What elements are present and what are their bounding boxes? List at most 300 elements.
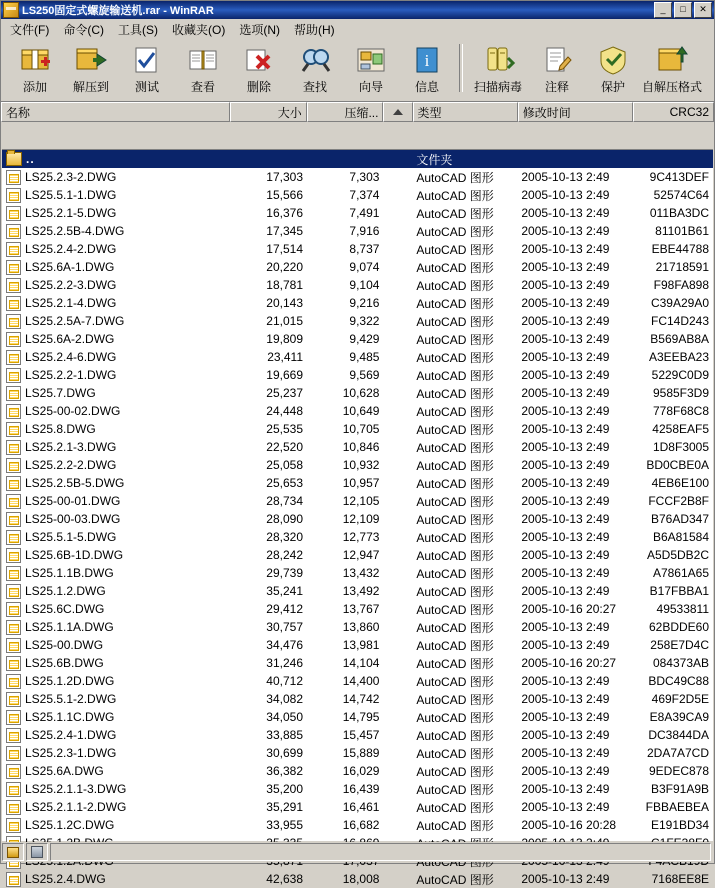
file-name-cell [2,548,231,563]
file-type-cell: AutoCAD 图形 [416,620,494,635]
file-name-label: LS25.6B-1D.DWG [25,548,124,562]
toolbar-sfx[interactable] [641,42,703,100]
file-name-cell [2,332,231,347]
file-name-cell [2,782,231,797]
file-name-label: LS25.2.2-3.DWG [25,278,117,292]
file-size-cell: 29,412 [266,602,303,616]
file-name-label: LS25.8.DWG [25,422,96,436]
toolbar-delete-label: 删除 [246,80,271,94]
dwg-file-icon [6,512,21,527]
file-size-cell: 40,712 [266,674,303,688]
file-packed-cell: 12,109 [342,512,380,526]
toolbar-extract-label: 解压到 [72,80,109,94]
disk-icon [31,846,43,858]
file-type-cell: AutoCAD 图形 [416,692,494,707]
dwg-file-icon [6,530,21,545]
file-packed-cell: 14,104 [342,656,380,670]
toolbar-find[interactable] [287,42,343,100]
file-crc-cell: 9EDEC878 [648,764,710,778]
dwg-file-icon [6,242,21,257]
dwg-file-icon [6,710,21,725]
file-name-cell [2,260,231,275]
table-row[interactable] [2,438,713,456]
file-name-cell [2,584,231,599]
toolbar-test[interactable] [119,42,175,100]
toolbar-separator [459,44,463,92]
file-modified-cell: 2005-10-13 2:49 [521,314,610,328]
file-packed-cell: 16,682 [342,818,380,832]
file-name-cell [2,476,231,491]
wizard-icon [355,44,387,76]
table-row[interactable] [2,780,713,798]
dwg-file-icon [6,566,21,581]
file-size-cell: 20,220 [266,260,303,274]
file-name-cell [2,656,231,671]
file-type-cell: AutoCAD 图形 [416,728,494,743]
file-packed-cell: 9,569 [349,368,380,382]
file-name-cell [2,512,231,527]
file-crc-cell: 9585F3D9 [652,386,710,400]
toolbar-add[interactable] [7,42,63,100]
menu-file[interactable]: 文件(F) [10,22,50,37]
table-row[interactable] [2,204,713,222]
file-crc-cell: 7168EE8E [651,872,710,886]
file-name-cell [2,188,231,203]
table-row[interactable] [2,798,713,816]
file-type-cell: AutoCAD 图形 [416,584,494,599]
file-crc-cell: 21718591 [655,260,710,274]
file-packed-cell: 10,649 [342,404,380,418]
file-size-cell: 34,082 [266,692,303,706]
file-crc-cell: B569AB8A [650,332,710,346]
file-crc-cell: 011BA3DC [649,206,710,220]
file-crc-cell: B3F91A9B [650,782,710,796]
table-row[interactable] [2,258,713,276]
table-row[interactable] [2,474,713,492]
file-packed-cell: 7,374 [349,188,380,202]
file-list[interactable] [2,149,713,887]
toolbar-view-label: 查看 [190,80,215,94]
dwg-file-icon [6,206,21,221]
file-modified-cell: 2005-10-13 2:49 [521,746,610,760]
table-row[interactable] [2,564,713,582]
dwg-file-icon [6,620,21,635]
toolbar-delete[interactable] [231,42,287,100]
file-crc-cell: E8A39CA9 [649,710,710,724]
add-archive-icon [19,44,51,76]
file-modified-cell: 2005-10-13 2:49 [521,710,610,724]
file-crc-cell: 4258EAF5 [652,422,710,436]
column-name[interactable]: 名称 [1,102,230,122]
file-packed-cell: 16,029 [342,764,380,778]
file-name-label: LS25.6B.DWG [25,656,104,670]
menu-options[interactable]: 选项(N) [239,22,280,37]
file-modified-cell: 2005-10-16 20:28 [521,818,617,832]
file-packed-cell: 9,485 [349,350,380,364]
table-row[interactable] [2,762,713,780]
toolbar-view[interactable] [175,42,231,100]
file-name-label: LS25.5.1-2.DWG [25,692,117,706]
dwg-file-icon [6,548,21,563]
menu-favorites[interactable]: 收藏夹(O) [172,22,226,37]
toolbar-protect[interactable] [585,42,641,100]
file-size-cell: 18,781 [266,278,303,292]
file-name-cell [2,620,231,635]
file-packed-cell: 7,916 [349,224,380,238]
file-name-label: LS25.2.1.1-2.DWG [25,800,127,814]
file-type-cell: AutoCAD 图形 [416,764,494,779]
file-size-cell: 30,699 [266,746,303,760]
file-name-label: LS25.2.1.1-3.DWG [25,782,127,796]
dwg-file-icon [6,638,21,653]
column-crc[interactable]: CRC32 [633,102,714,122]
file-modified-cell: 2005-10-13 2:49 [521,296,610,310]
file-crc-cell: C39A29A0 [650,296,710,310]
file-modified-cell: 2005-10-13 2:49 [521,674,610,688]
table-row[interactable] [2,708,713,726]
file-modified-cell: 2005-10-13 2:49 [521,242,610,256]
file-size-cell: 28,320 [266,530,303,544]
file-packed-cell: 16,461 [342,800,380,814]
menu-commands[interactable]: 命令(C) [63,22,104,37]
file-type-cell: AutoCAD 图形 [416,710,494,725]
file-type-cell: AutoCAD 图形 [416,674,494,689]
column-type[interactable]: 类型 [413,102,518,122]
dwg-file-icon [6,584,21,599]
file-packed-cell: 14,742 [342,692,380,706]
file-type-cell: AutoCAD 图形 [416,638,494,653]
file-packed-cell: 15,457 [342,728,380,742]
toolbar-find-label: 查找 [302,80,327,94]
find-icon [299,44,331,76]
table-row[interactable] [2,222,713,240]
dwg-file-icon [6,386,21,401]
status-key-panel [2,843,24,861]
table-row[interactable] [2,168,713,186]
file-name-label: LS25.2.5A-7.DWG [25,314,125,328]
file-packed-cell: 12,105 [342,494,380,508]
menu-tools[interactable]: 工具(S) [118,22,158,37]
file-name-cell [2,800,231,815]
status-disk-panel [26,843,48,861]
table-row[interactable] [2,366,713,384]
winrar-books-icon [3,2,19,18]
table-row[interactable] [2,276,713,294]
key-icon [7,847,19,858]
dwg-file-icon [6,494,21,509]
file-size-cell: 17,303 [266,170,303,184]
table-row[interactable] [2,726,713,744]
file-modified-cell: 2005-10-13 2:49 [521,476,610,490]
dwg-file-icon [6,746,21,761]
file-modified-cell: 2005-10-13 2:49 [521,530,610,544]
file-crc-cell: B6A81584 [652,530,710,544]
file-size-cell: 42,638 [266,872,303,886]
file-type-cell: AutoCAD 图形 [416,404,494,419]
file-name-label: LS25.2.3-1.DWG [25,746,117,760]
dwg-file-icon [6,656,21,671]
delete-icon [243,44,275,76]
file-name-cell [2,638,231,653]
table-row[interactable] [2,744,713,762]
file-type-cell: AutoCAD 图形 [416,494,494,509]
file-name-cell [2,314,231,329]
file-type-cell: AutoCAD 图形 [416,368,494,383]
file-type-cell: AutoCAD 图形 [416,278,494,293]
file-modified-cell: 2005-10-16 20:27 [521,602,617,616]
file-name-cell [2,350,231,365]
file-packed-cell: 13,860 [342,620,380,634]
file-type-cell: AutoCAD 图形 [416,422,494,437]
file-name-cell [2,530,231,545]
table-row[interactable] [2,330,713,348]
file-name-label: LS25-00-03.DWG [25,512,121,526]
file-packed-cell: 10,932 [342,458,380,472]
column-packed[interactable]: 压缩... [307,102,384,122]
file-modified-cell: 2005-10-13 2:49 [521,566,610,580]
table-row[interactable] [2,510,713,528]
file-type-cell: AutoCAD 图形 [416,476,494,491]
dwg-file-icon [6,440,21,455]
file-name-label: LS25.6A-2.DWG [25,332,115,346]
file-crc-cell: A7861A65 [652,566,710,580]
toolbar-wizard-label: 向导 [358,80,383,94]
file-name-cell [2,386,231,401]
file-modified-cell: 2005-10-13 2:49 [521,728,610,742]
file-modified-cell: 2005-10-13 2:49 [521,278,610,292]
file-packed-cell: 15,889 [342,746,380,760]
table-row[interactable] [2,312,713,330]
close-button[interactable]: ✕ [694,2,712,18]
toolbar-wizard[interactable] [343,42,399,100]
title-bar [1,1,714,19]
file-modified-cell: 2005-10-13 2:49 [521,368,610,382]
file-size-cell: 21,015 [266,314,303,328]
file-name-cell [2,224,231,239]
table-row[interactable] [2,294,713,312]
file-name-cell [2,494,231,509]
file-packed-cell: 10,628 [342,386,380,400]
file-name-cell [2,692,231,707]
file-name-cell [2,764,231,779]
table-row[interactable] [2,402,713,420]
file-name-cell [2,566,231,581]
table-row[interactable] [2,600,713,618]
file-size-cell: 16,376 [266,206,303,220]
file-modified-cell: 2005-10-13 2:49 [521,188,610,202]
table-row[interactable] [2,870,713,888]
file-size-cell: 15,566 [266,188,303,202]
file-size-cell: 29,739 [266,566,303,580]
file-rows-container [2,168,713,888]
minimize-button[interactable]: _ [654,2,672,18]
file-modified-cell: 2005-10-13 2:49 [521,386,610,400]
virus-scan-icon [482,44,514,76]
file-type-cell: AutoCAD 图形 [416,296,494,311]
file-size-cell: 33,955 [266,818,303,832]
window-controls [654,2,712,18]
file-packed-cell: 8,737 [349,242,380,256]
toolbar-protect-label: 保护 [600,80,625,94]
table-row[interactable] [2,582,713,600]
file-size-cell: 24,448 [266,404,303,418]
file-name-cell [2,872,231,887]
file-size-cell: 25,653 [266,476,303,490]
file-modified-cell: 2005-10-13 2:49 [521,206,610,220]
protect-icon [597,44,629,76]
file-type-cell: AutoCAD 图形 [416,458,494,473]
column-modified[interactable]: 修改时间 [518,102,633,122]
file-name-label: LS25-00-02.DWG [25,404,121,418]
table-row[interactable] [2,672,713,690]
dwg-file-icon [6,170,21,185]
toolbar-virusscan-label: 扫描病毒 [473,80,522,94]
file-size-cell: 20,143 [266,296,303,310]
file-modified-cell: 2005-10-13 2:49 [521,692,610,706]
file-name-label: LS25-00.DWG [25,638,104,652]
file-name-label: LS25.2.4-2.DWG [25,242,117,256]
file-size-cell: 31,246 [266,656,303,670]
file-crc-cell: FCCF2B8F [648,494,710,508]
file-modified-cell: 2005-10-13 2:49 [521,404,610,418]
file-packed-cell: 7,491 [349,206,380,220]
file-modified-cell: 2005-10-13 2:49 [521,224,610,238]
table-row[interactable] [2,384,713,402]
toolbar-comment[interactable] [529,42,585,100]
file-size-cell: 35,200 [266,782,303,796]
column-sort-indicator[interactable] [383,102,412,122]
file-modified-cell: 2005-10-13 2:49 [521,440,610,454]
file-name-label: LS25.2.1-5.DWG [25,206,117,220]
dwg-file-icon [6,800,21,815]
file-crc-cell: A3EEBA23 [648,350,710,364]
toolbar-virusscan[interactable] [467,42,529,100]
table-row[interactable] [2,546,713,564]
file-modified-cell: 2005-10-13 2:49 [521,548,610,562]
dwg-file-icon [6,728,21,743]
file-type-cell: AutoCAD 图形 [416,530,494,545]
file-crc-cell: BDC49C88 [648,674,710,688]
file-type-cell: AutoCAD 图形 [416,566,494,581]
file-modified-cell: 2005-10-13 2:49 [521,512,610,526]
file-size-cell: 25,535 [266,422,303,436]
toolbar-extract[interactable] [63,42,119,100]
file-crc-cell: 258E7D4C [650,638,710,652]
file-modified-cell: 2005-10-13 2:49 [521,422,610,436]
file-name-cell [2,242,231,257]
file-type-cell: AutoCAD 图形 [416,170,494,185]
file-name-cell [2,296,231,311]
file-crc-cell: DC3844DA [648,728,710,742]
file-size-cell: 28,734 [266,494,303,508]
file-packed-cell: 13,492 [342,584,380,598]
file-name-label: LS25.6C.DWG [25,602,105,616]
file-modified-cell: 2005-10-13 2:49 [521,494,610,508]
file-type-cell: AutoCAD 图形 [416,188,494,203]
file-name-cell [2,206,231,221]
table-row[interactable] [2,492,713,510]
file-size-cell: 25,058 [266,458,303,472]
toolbar [1,40,714,102]
file-name-label: LS25-00-01.DWG [25,494,121,508]
table-row[interactable] [2,348,713,366]
maximize-button[interactable]: □ [674,2,692,18]
table-row[interactable] [2,420,713,438]
file-type-cell: AutoCAD 图形 [416,818,494,833]
menu-help[interactable]: 帮助(H) [294,22,335,37]
table-row[interactable] [2,618,713,636]
file-size-cell: 25,237 [266,386,303,400]
table-row-parent[interactable] [2,150,713,168]
dwg-file-icon [6,404,21,419]
extract-to-icon [75,44,107,76]
info-icon [411,44,443,76]
file-modified-cell: 2005-10-13 2:49 [521,350,610,364]
file-name-cell [2,170,231,185]
toolbar-test-label: 测试 [134,80,159,94]
table-row[interactable] [2,456,713,474]
file-crc-cell: A5D5DB2C [646,548,710,562]
file-type-cell: AutoCAD 图形 [416,350,494,365]
file-name-label: LS25.7.DWG [25,386,96,400]
file-type-cell: AutoCAD 图形 [416,602,494,617]
file-type-cell: AutoCAD 图形 [416,656,494,671]
file-name-label: LS25.2.4-6.DWG [25,350,117,364]
dwg-file-icon [6,332,21,347]
file-name-label: LS25.2.1-3.DWG [25,440,117,454]
file-packed-cell: 14,795 [342,710,380,724]
dwg-file-icon [6,278,21,293]
file-crc-cell: 52574C64 [653,188,710,202]
parent-type-cell: 文件夹 [416,152,453,167]
file-crc-cell: 4EB6E100 [651,476,710,490]
file-crc-cell: 778F68C8 [652,404,710,418]
table-row[interactable] [2,654,713,672]
file-name-label: LS25.2.4.DWG [25,872,106,886]
file-packed-cell: 16,439 [342,782,380,796]
file-size-cell: 33,885 [266,728,303,742]
file-type-cell: AutoCAD 图形 [416,224,494,239]
menu-bar [1,19,714,40]
table-row[interactable] [2,636,713,654]
table-row[interactable] [2,690,713,708]
file-size-cell: 34,050 [266,710,303,724]
file-name-label: LS25.2.2-1.DWG [25,368,117,382]
file-size-cell: 28,242 [266,548,303,562]
dwg-file-icon [6,188,21,203]
file-crc-cell: 81101B61 [655,224,710,238]
table-row[interactable] [2,240,713,258]
file-type-cell: AutoCAD 图形 [416,548,494,563]
file-size-cell: 28,090 [266,512,303,526]
dwg-file-icon [6,674,21,689]
file-name-cell [2,458,231,473]
file-name-cell [2,422,231,437]
toolbar-info[interactable] [399,42,455,100]
table-row[interactable] [2,186,713,204]
file-packed-cell: 9,429 [349,332,380,346]
file-name-label: LS25.2.4-1.DWG [25,728,117,742]
table-row[interactable] [2,816,713,834]
file-modified-cell: 2005-10-13 2:49 [521,800,610,814]
file-packed-cell: 9,322 [349,314,380,328]
file-size-cell: 19,669 [266,368,303,382]
file-name-cell [2,278,231,293]
dwg-file-icon [6,764,21,779]
table-row[interactable] [2,528,713,546]
column-size[interactable]: 大小 [230,102,307,122]
view-icon [187,44,219,76]
